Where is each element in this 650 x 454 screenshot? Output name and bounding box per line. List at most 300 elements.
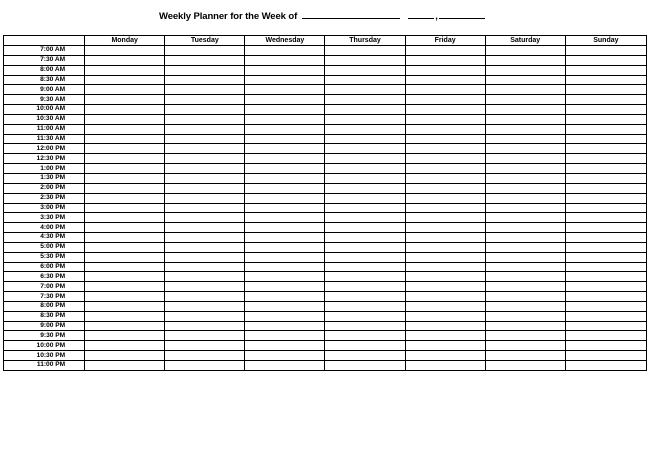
planner-cell-saturday[interactable]: [485, 183, 565, 193]
planner-cell-monday[interactable]: [85, 262, 165, 272]
planner-cell-sunday[interactable]: [565, 321, 646, 331]
planner-cell-tuesday[interactable]: [165, 173, 245, 183]
header-row: [4, 36, 647, 46]
planner-cell-sunday[interactable]: [565, 252, 646, 262]
planner-cell-wednesday[interactable]: [245, 134, 325, 144]
planner-cell-friday[interactable]: [405, 75, 485, 85]
planner-cell-friday[interactable]: [405, 154, 485, 164]
planner-cell-tuesday[interactable]: [165, 114, 245, 124]
planner-cell-monday[interactable]: [85, 55, 165, 65]
planner-cell-thursday[interactable]: [325, 252, 405, 262]
planner-cell-thursday[interactable]: [325, 105, 405, 115]
planner-cell-friday[interactable]: [405, 341, 485, 351]
planner-cell-saturday[interactable]: [485, 361, 565, 371]
time-label: 10:00 PM: [4, 341, 85, 351]
planner-cell-tuesday[interactable]: [165, 46, 245, 56]
planner-cell-sunday[interactable]: [565, 242, 646, 252]
planner-cell-thursday[interactable]: [325, 351, 405, 361]
planner-cell-wednesday[interactable]: [245, 65, 325, 75]
time-label: 11:00 PM: [4, 361, 85, 371]
planner-cell-saturday[interactable]: [485, 154, 565, 164]
planner-cell-thursday[interactable]: [325, 124, 405, 134]
planner-cell-saturday[interactable]: [485, 46, 565, 56]
planner-cell-friday[interactable]: [405, 134, 485, 144]
planner-cell-tuesday[interactable]: [165, 183, 245, 193]
planner-cell-sunday[interactable]: [565, 65, 646, 75]
time-label: 10:30 AM: [4, 114, 85, 124]
planner-cell-monday[interactable]: [85, 252, 165, 262]
planner-cell-friday[interactable]: [405, 252, 485, 262]
planner-cell-monday[interactable]: [85, 292, 165, 302]
planner-cell-monday[interactable]: [85, 341, 165, 351]
planner-cell-saturday[interactable]: [485, 321, 565, 331]
planner-cell-wednesday[interactable]: [245, 173, 325, 183]
planner-cell-sunday[interactable]: [565, 223, 646, 233]
planner-cell-thursday[interactable]: [325, 134, 405, 144]
planner-cell-thursday[interactable]: [325, 262, 405, 272]
title-comma: ,: [435, 11, 438, 22]
planner-cell-friday[interactable]: [405, 183, 485, 193]
column-header-monday: Monday: [85, 36, 165, 46]
planner-cell-friday[interactable]: [405, 85, 485, 95]
planner-cell-friday[interactable]: [405, 173, 485, 183]
planner-cell-thursday[interactable]: [325, 213, 405, 223]
planner-cell-thursday[interactable]: [325, 361, 405, 371]
time-slot-row: [4, 361, 647, 371]
time-label: 1:30 PM: [4, 173, 85, 183]
planner-cell-thursday[interactable]: [325, 311, 405, 321]
time-label: 12:00 PM: [4, 144, 85, 154]
planner-cell-friday[interactable]: [405, 242, 485, 252]
time-slot-row: [4, 114, 647, 124]
planner-cell-wednesday[interactable]: [245, 95, 325, 105]
planner-cell-sunday[interactable]: [565, 75, 646, 85]
planner-cell-monday[interactable]: [85, 282, 165, 292]
planner-cell-tuesday[interactable]: [165, 164, 245, 174]
planner-cell-sunday[interactable]: [565, 144, 646, 154]
planner-cell-thursday[interactable]: [325, 292, 405, 302]
planner-cell-tuesday[interactable]: [165, 262, 245, 272]
planner-cell-saturday[interactable]: [485, 55, 565, 65]
time-label: 3:00 PM: [4, 203, 85, 213]
planner-cell-monday[interactable]: [85, 164, 165, 174]
planner-cell-sunday[interactable]: [565, 55, 646, 65]
planner-cell-thursday[interactable]: [325, 173, 405, 183]
time-label: 7:30 AM: [4, 55, 85, 65]
planner-cell-thursday[interactable]: [325, 272, 405, 282]
time-label: 3:30 PM: [4, 213, 85, 223]
planner-cell-friday[interactable]: [405, 351, 485, 361]
planner-cell-wednesday[interactable]: [245, 242, 325, 252]
planner-cell-sunday[interactable]: [565, 351, 646, 361]
planner-cell-sunday[interactable]: [565, 292, 646, 302]
planner-cell-saturday[interactable]: [485, 242, 565, 252]
time-slot-row: [4, 301, 647, 311]
planner-cell-wednesday[interactable]: [245, 252, 325, 262]
planner-cell-tuesday[interactable]: [165, 311, 245, 321]
planner-cell-friday[interactable]: [405, 223, 485, 233]
column-header-saturday: Saturday: [485, 36, 565, 46]
planner-cell-tuesday[interactable]: [165, 193, 245, 203]
planner-cell-friday[interactable]: [405, 311, 485, 321]
planner-cell-saturday[interactable]: [485, 105, 565, 115]
planner-cell-monday[interactable]: [85, 301, 165, 311]
planner-title: [159, 9, 485, 22]
planner-cell-wednesday[interactable]: [245, 154, 325, 164]
time-label: 4:00 PM: [4, 223, 85, 233]
planner-cell-sunday[interactable]: [565, 46, 646, 56]
column-header-thursday: Thursday: [325, 36, 405, 46]
time-label: 10:00 AM: [4, 105, 85, 115]
planner-cell-wednesday[interactable]: [245, 144, 325, 154]
planner-cell-saturday[interactable]: [485, 292, 565, 302]
planner-cell-wednesday[interactable]: [245, 292, 325, 302]
corner-cell: [4, 36, 85, 46]
time-label: 11:00 AM: [4, 124, 85, 134]
planner-cell-wednesday[interactable]: [245, 223, 325, 233]
planner-cell-saturday[interactable]: [485, 114, 565, 124]
planner-cell-monday[interactable]: [85, 154, 165, 164]
time-label: 6:30 PM: [4, 272, 85, 282]
planner-cell-monday[interactable]: [85, 85, 165, 95]
planner-cell-sunday[interactable]: [565, 183, 646, 193]
planner-cell-thursday[interactable]: [325, 301, 405, 311]
planner-cell-sunday[interactable]: [565, 203, 646, 213]
planner-cell-monday[interactable]: [85, 105, 165, 115]
planner-cell-wednesday[interactable]: [245, 55, 325, 65]
planner-cell-wednesday[interactable]: [245, 105, 325, 115]
planner-cell-monday[interactable]: [85, 114, 165, 124]
planner-cell-saturday[interactable]: [485, 233, 565, 243]
planner-cell-friday[interactable]: [405, 55, 485, 65]
planner-cell-tuesday[interactable]: [165, 233, 245, 243]
time-label: 11:30 AM: [4, 134, 85, 144]
planner-cell-sunday[interactable]: [565, 272, 646, 282]
planner-cell-monday[interactable]: [85, 331, 165, 341]
planner-cell-saturday[interactable]: [485, 75, 565, 85]
planner-cell-friday[interactable]: [405, 105, 485, 115]
planner-cell-wednesday[interactable]: [245, 193, 325, 203]
planner-cell-tuesday[interactable]: [165, 75, 245, 85]
planner-cell-tuesday[interactable]: [165, 144, 245, 154]
time-slot-row: [4, 144, 647, 154]
planner-cell-sunday[interactable]: [565, 361, 646, 371]
planner-cell-friday[interactable]: [405, 46, 485, 56]
planner-cell-sunday[interactable]: [565, 331, 646, 341]
planner-cell-wednesday[interactable]: [245, 351, 325, 361]
planner-cell-wednesday[interactable]: [245, 114, 325, 124]
time-slot-row: [4, 311, 647, 321]
planner-cell-sunday[interactable]: [565, 213, 646, 223]
planner-cell-wednesday[interactable]: [245, 46, 325, 56]
planner-cell-wednesday[interactable]: [245, 164, 325, 174]
planner-cell-friday[interactable]: [405, 321, 485, 331]
planner-cell-monday[interactable]: [85, 233, 165, 243]
planner-cell-thursday[interactable]: [325, 242, 405, 252]
planner-cell-tuesday[interactable]: [165, 85, 245, 95]
planner-cell-friday[interactable]: [405, 282, 485, 292]
time-slot-row: [4, 351, 647, 361]
time-slot-row: [4, 164, 647, 174]
time-slot-row: [4, 262, 647, 272]
planner-cell-wednesday[interactable]: [245, 203, 325, 213]
planner-cell-friday[interactable]: [405, 213, 485, 223]
planner-cell-sunday[interactable]: [565, 114, 646, 124]
planner-cell-thursday[interactable]: [325, 65, 405, 75]
planner-cell-wednesday[interactable]: [245, 272, 325, 282]
planner-cell-wednesday[interactable]: [245, 361, 325, 371]
time-slot-row: [4, 341, 647, 351]
planner-cell-tuesday[interactable]: [165, 301, 245, 311]
planner-cell-friday[interactable]: [405, 361, 485, 371]
column-header-wednesday: Wednesday: [245, 36, 325, 46]
planner-cell-thursday[interactable]: [325, 233, 405, 243]
planner-cell-thursday[interactable]: [325, 183, 405, 193]
planner-cell-friday[interactable]: [405, 233, 485, 243]
time-slot-row: [4, 242, 647, 252]
planner-cell-friday[interactable]: [405, 301, 485, 311]
time-label: 2:30 PM: [4, 193, 85, 203]
planner-cell-monday[interactable]: [85, 272, 165, 282]
planner-cell-sunday[interactable]: [565, 282, 646, 292]
planner-cell-monday[interactable]: [85, 134, 165, 144]
planner-cell-sunday[interactable]: [565, 233, 646, 243]
planner-cell-monday[interactable]: [85, 223, 165, 233]
planner-cell-tuesday[interactable]: [165, 65, 245, 75]
planner-cell-wednesday[interactable]: [245, 213, 325, 223]
planner-cell-monday[interactable]: [85, 213, 165, 223]
planner-cell-sunday[interactable]: [565, 193, 646, 203]
planner-cell-sunday[interactable]: [565, 134, 646, 144]
time-label: 10:30 PM: [4, 351, 85, 361]
planner-cell-friday[interactable]: [405, 164, 485, 174]
planner-cell-sunday[interactable]: [565, 85, 646, 95]
planner-cell-friday[interactable]: [405, 193, 485, 203]
planner-cell-friday[interactable]: [405, 262, 485, 272]
planner-cell-sunday[interactable]: [565, 341, 646, 351]
planner-cell-tuesday[interactable]: [165, 134, 245, 144]
planner-cell-friday[interactable]: [405, 65, 485, 75]
planner-cell-saturday[interactable]: [485, 95, 565, 105]
planner-cell-wednesday[interactable]: [245, 85, 325, 95]
planner-cell-sunday[interactable]: [565, 173, 646, 183]
planner-cell-sunday[interactable]: [565, 311, 646, 321]
planner-body: [4, 46, 647, 371]
planner-cell-tuesday[interactable]: [165, 154, 245, 164]
planner-cell-saturday[interactable]: [485, 311, 565, 321]
planner-cell-sunday[interactable]: [565, 164, 646, 174]
planner-cell-thursday[interactable]: [325, 75, 405, 85]
planner-cell-thursday[interactable]: [325, 95, 405, 105]
time-slot-row: [4, 193, 647, 203]
planner-cell-tuesday[interactable]: [165, 242, 245, 252]
planner-cell-wednesday[interactable]: [245, 341, 325, 351]
planner-cell-sunday[interactable]: [565, 124, 646, 134]
planner-cell-tuesday[interactable]: [165, 331, 245, 341]
planner-cell-saturday[interactable]: [485, 164, 565, 174]
column-header-tuesday: Tuesday: [165, 36, 245, 46]
planner-cell-tuesday[interactable]: [165, 321, 245, 331]
planner-cell-thursday[interactable]: [325, 282, 405, 292]
time-label: 7:00 PM: [4, 282, 85, 292]
planner-cell-tuesday[interactable]: [165, 341, 245, 351]
time-slot-row: [4, 173, 647, 183]
planner-cell-friday[interactable]: [405, 331, 485, 341]
planner-cell-saturday[interactable]: [485, 301, 565, 311]
planner-cell-wednesday[interactable]: [245, 183, 325, 193]
planner-cell-friday[interactable]: [405, 144, 485, 154]
planner-cell-thursday[interactable]: [325, 193, 405, 203]
planner-cell-thursday[interactable]: [325, 55, 405, 65]
time-label: 9:30 PM: [4, 331, 85, 341]
planner-cell-monday[interactable]: [85, 183, 165, 193]
planner-cell-monday[interactable]: [85, 75, 165, 85]
planner-cell-friday[interactable]: [405, 272, 485, 282]
planner-cell-sunday[interactable]: [565, 105, 646, 115]
planner-cell-sunday[interactable]: [565, 301, 646, 311]
planner-cell-tuesday[interactable]: [165, 223, 245, 233]
planner-cell-saturday[interactable]: [485, 252, 565, 262]
time-label: 8:00 AM: [4, 65, 85, 75]
planner-cell-monday[interactable]: [85, 321, 165, 331]
planner-cell-saturday[interactable]: [485, 65, 565, 75]
time-slot-row: [4, 321, 647, 331]
planner-cell-tuesday[interactable]: [165, 282, 245, 292]
planner-cell-saturday[interactable]: [485, 282, 565, 292]
planner-cell-tuesday[interactable]: [165, 361, 245, 371]
planner-cell-thursday[interactable]: [325, 144, 405, 154]
planner-cell-monday[interactable]: [85, 65, 165, 75]
planner-cell-tuesday[interactable]: [165, 351, 245, 361]
time-slot-row: [4, 95, 647, 105]
planner-cell-tuesday[interactable]: [165, 252, 245, 262]
planner-cell-monday[interactable]: [85, 361, 165, 371]
planner-cell-saturday[interactable]: [485, 173, 565, 183]
planner-cell-saturday[interactable]: [485, 213, 565, 223]
planner-cell-tuesday[interactable]: [165, 95, 245, 105]
planner-cell-saturday[interactable]: [485, 203, 565, 213]
time-slot-row: [4, 154, 647, 164]
planner-cell-thursday[interactable]: [325, 154, 405, 164]
planner-cell-tuesday[interactable]: [165, 213, 245, 223]
planner-cell-tuesday[interactable]: [165, 55, 245, 65]
planner-cell-wednesday[interactable]: [245, 124, 325, 134]
time-slot-row: [4, 233, 647, 243]
planner-cell-wednesday[interactable]: [245, 233, 325, 243]
planner-cell-thursday[interactable]: [325, 114, 405, 124]
planner-cell-monday[interactable]: [85, 173, 165, 183]
planner-cell-tuesday[interactable]: [165, 124, 245, 134]
planner-cell-saturday[interactable]: [485, 351, 565, 361]
planner-cell-saturday[interactable]: [485, 272, 565, 282]
planner-cell-monday[interactable]: [85, 46, 165, 56]
planner-cell-saturday[interactable]: [485, 223, 565, 233]
planner-cell-thursday[interactable]: [325, 85, 405, 95]
time-label: 8:30 AM: [4, 75, 85, 85]
planner-cell-friday[interactable]: [405, 114, 485, 124]
planner-cell-sunday[interactable]: [565, 154, 646, 164]
planner-cell-monday[interactable]: [85, 203, 165, 213]
planner-cell-monday[interactable]: [85, 144, 165, 154]
planner-cell-monday[interactable]: [85, 124, 165, 134]
planner-cell-sunday[interactable]: [565, 95, 646, 105]
time-slot-row: [4, 46, 647, 56]
planner-cell-monday[interactable]: [85, 242, 165, 252]
planner-cell-saturday[interactable]: [485, 124, 565, 134]
time-label: 7:00 AM: [4, 46, 85, 56]
time-slot-row: [4, 183, 647, 193]
planner-cell-friday[interactable]: [405, 95, 485, 105]
time-slot-row: [4, 272, 647, 282]
planner-grid: [3, 35, 647, 371]
time-slot-row: [4, 124, 647, 134]
planner-cell-saturday[interactable]: [485, 144, 565, 154]
planner-cell-saturday[interactable]: [485, 262, 565, 272]
planner-cell-monday[interactable]: [85, 95, 165, 105]
time-label: 5:30 PM: [4, 252, 85, 262]
planner-cell-saturday[interactable]: [485, 193, 565, 203]
time-label: 8:00 PM: [4, 301, 85, 311]
time-slot-row: [4, 292, 647, 302]
planner-cell-thursday[interactable]: [325, 341, 405, 351]
planner-cell-wednesday[interactable]: [245, 75, 325, 85]
time-slot-row: [4, 331, 647, 341]
planner-title-text: Weekly Planner for the Week of: [159, 11, 298, 22]
planner-cell-sunday[interactable]: [565, 262, 646, 272]
planner-cell-tuesday[interactable]: [165, 292, 245, 302]
planner-cell-wednesday[interactable]: [245, 262, 325, 272]
time-slot-row: [4, 213, 647, 223]
planner-cell-wednesday[interactable]: [245, 301, 325, 311]
planner-cell-thursday[interactable]: [325, 46, 405, 56]
time-slot-row: [4, 85, 647, 95]
planner-cell-thursday[interactable]: [325, 203, 405, 213]
planner-cell-tuesday[interactable]: [165, 203, 245, 213]
planner-cell-wednesday[interactable]: [245, 321, 325, 331]
planner-cell-wednesday[interactable]: [245, 311, 325, 321]
time-label: 9:00 AM: [4, 85, 85, 95]
time-label: 9:00 PM: [4, 321, 85, 331]
planner-cell-saturday[interactable]: [485, 85, 565, 95]
planner-cell-saturday[interactable]: [485, 331, 565, 341]
time-slot-row: [4, 55, 647, 65]
planner-cell-saturday[interactable]: [485, 134, 565, 144]
planner-cell-monday[interactable]: [85, 193, 165, 203]
time-label: 6:00 PM: [4, 262, 85, 272]
planner-cell-thursday[interactable]: [325, 321, 405, 331]
planner-cell-monday[interactable]: [85, 351, 165, 361]
planner-cell-tuesday[interactable]: [165, 272, 245, 282]
planner-cell-wednesday[interactable]: [245, 282, 325, 292]
planner-cell-friday[interactable]: [405, 124, 485, 134]
time-slot-row: [4, 282, 647, 292]
time-slot-row: [4, 203, 647, 213]
time-slot-row: [4, 65, 647, 75]
planner-cell-monday[interactable]: [85, 311, 165, 321]
week-blank-field: [302, 9, 400, 19]
planner-cell-thursday[interactable]: [325, 223, 405, 233]
time-slot-row: [4, 223, 647, 233]
planner-cell-wednesday[interactable]: [245, 331, 325, 341]
planner-cell-saturday[interactable]: [485, 341, 565, 351]
planner-cell-tuesday[interactable]: [165, 105, 245, 115]
planner-cell-friday[interactable]: [405, 203, 485, 213]
planner-cell-thursday[interactable]: [325, 164, 405, 174]
time-slot-row: [4, 75, 647, 85]
planner-cell-friday[interactable]: [405, 292, 485, 302]
planner-cell-thursday[interactable]: [325, 331, 405, 341]
time-slot-row: [4, 134, 647, 144]
